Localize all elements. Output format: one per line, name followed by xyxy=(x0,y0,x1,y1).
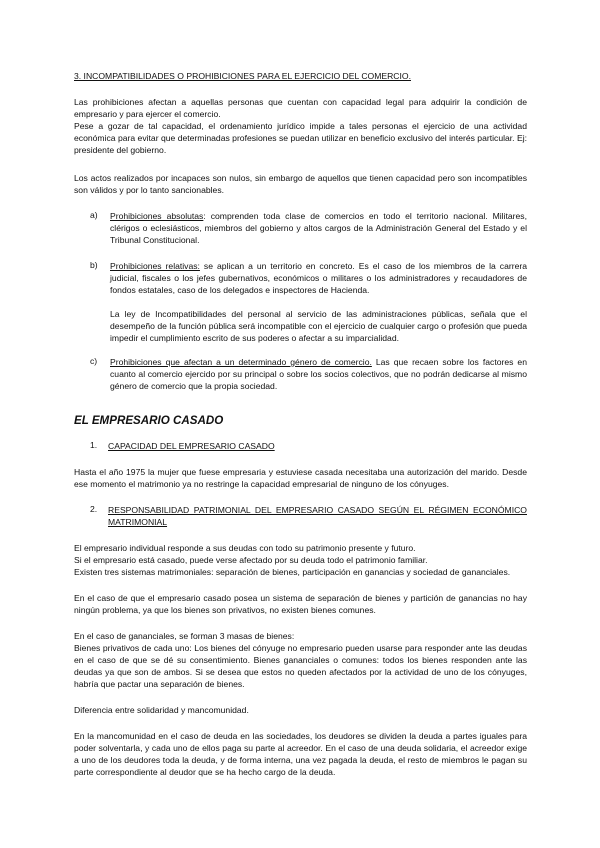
subsection-2-line-3: Existen tres sistemas matrimoniales: separación de bienes, participación en ganancias y sociedad de gananciales. xyxy=(74,567,511,577)
subsection-title: RESPONSABILIDAD PATRIMONIAL DEL EMPRESARIO CASADO SEGÚN EL RÉGIMEN ECONÓMICO MATRIMONIAL xyxy=(108,505,527,527)
subsection-title: CAPACIDAD DEL EMPRESARIO CASADO xyxy=(108,441,275,451)
list-marker: b) xyxy=(90,260,98,270)
subsection-2-heading xyxy=(74,504,527,528)
subsection-1-text: Hasta el año 1975 la mujer que fuese empresaria y estuviese casada necesitaba una autorización del marido. Desde ese momento el matrimonio ya no restringe la capacidad empresarial de ninguno de los cónyuges. xyxy=(74,467,527,489)
section-title-empresario-casado: EL EMPRESARIO CASADO xyxy=(74,414,224,427)
list-item-absolutas xyxy=(74,210,527,246)
document-page xyxy=(74,70,527,778)
list-item-label: Prohibiciones absolutas xyxy=(110,211,204,221)
list-marker: c) xyxy=(90,356,98,366)
subsection-2-paragraph-gananciales: Bienes privativos de cada uno: Los bienes del cónyuge no empresario pueden usarse para responder ante las deudas en el caso de que se dé su consentimiento. Bienes gananciales o comunes: todos los bienes responden ante las deudas ya que son de ambos. Si se desea que estos no queden afectados por la actividad de uno de los cónyuges, habría que pactar una separación de bienes. xyxy=(74,643,527,689)
list-marker: a) xyxy=(90,210,98,220)
subsection-number: 1. xyxy=(90,440,98,450)
subsection-2-paragraph-mancomunidad: En la mancomunidad en el caso de deuda en las sociedades, los deudores se dividen la deuda a partes iguales para poder solventarla, y cada uno de ellos paga su parte al acreedor. En el caso de una deuda solidaria, el acreedor exige a uno de los deudores toda la deuda, y de forma interna, una vez pagada la deuda, el resto de miembros le pagan su parte correspondiente al deudor que se ha hecho cargo de la deuda. xyxy=(74,731,527,777)
subsection-2-paragraph-gananciales-intro: En el caso de gananciales, se forman 3 masas de bienes: xyxy=(74,631,295,641)
subsection-2-paragraph-separacion: En el caso de que el empresario casado posea un sistema de separación de bienes y partición de ganancias no hay ningún problema, ya que los bienes son privativos, no existen bienes comunes. xyxy=(74,593,527,615)
section3-paragraph-3: Los actos realizados por incapaces son nulos, sin embargo de aquellos que tienen capacidad pero son incompatibles son válidos y por lo tanto sancionables. xyxy=(74,173,527,195)
list-item-genero xyxy=(74,356,527,392)
list-item-relativas xyxy=(74,260,527,344)
subsection-2-line-1: El empresario individual responde a sus deudas con todo su patrimonio presente y futuro. xyxy=(74,543,416,553)
list-item-extra: La ley de Incompatibilidades del personal al servicio de las administraciones públicas, señala que el desempeño de la función pública será incompatible con el ejercicio de cualquier cargo o profesión que pueda impedir el cumplimiento escrito de sus poderes o afectar a su imparcialidad. xyxy=(110,309,527,343)
list-item-text: : comprenden toda clase de comercios en todo el territorio nacional. Militares, clérigos o eclesiásticos, miembros del gobierno y altos cargos de la Administración General del Estado y el Tribunal Constitucional. xyxy=(110,211,527,245)
section3-paragraph-1: Las prohibiciones afectan a aquellas personas que cuentan con capacidad legal para adquirir la condición de empresario y para ejercer el comercio. xyxy=(74,97,527,119)
list-item-label: Prohibiciones relativas: xyxy=(110,261,200,271)
list-item-label: Prohibiciones que afectan a un determinado género de comercio. xyxy=(110,357,372,367)
section3-paragraph-2: Pese a gozar de tal capacidad, el ordenamiento jurídico impide a tales personas el ejercicio de una actividad económica para evitar que determinadas profesiones se puedan utilizar en beneficio exclusivo del interés particular. Ej: presidente del gobierno. xyxy=(74,121,527,155)
section3-title: 3. INCOMPATIBILIDADES O PROHIBICIONES PARA EL EJERCICIO DEL COMERCIO. xyxy=(74,71,411,81)
subsection-1-heading xyxy=(74,440,527,452)
subsection-2-line-2: Si el empresario está casado, puede verse afectado por su deuda todo el patrimonio familiar. xyxy=(74,555,428,565)
subsection-2-paragraph-diferencia: Diferencia entre solidaridad y mancomunidad. xyxy=(74,705,249,715)
list-item-text: Las que recaen sobre los factores en cuanto al comercio ejercido por su principal o sobre los socios colectivos, que no podrán dedicarse al mismo género de comercio que la propia sociedad. xyxy=(110,357,527,391)
list-item-text: se aplican a un territorio en concreto. Es el caso de los miembros de la carrera judicial, fiscales o los jefes gubernativos, económicos o militares o los administradores y recaudadores de fondos estatales, caso de los delegados e inspectores de Hacienda. xyxy=(110,261,527,295)
subsection-number: 2. xyxy=(90,504,98,514)
